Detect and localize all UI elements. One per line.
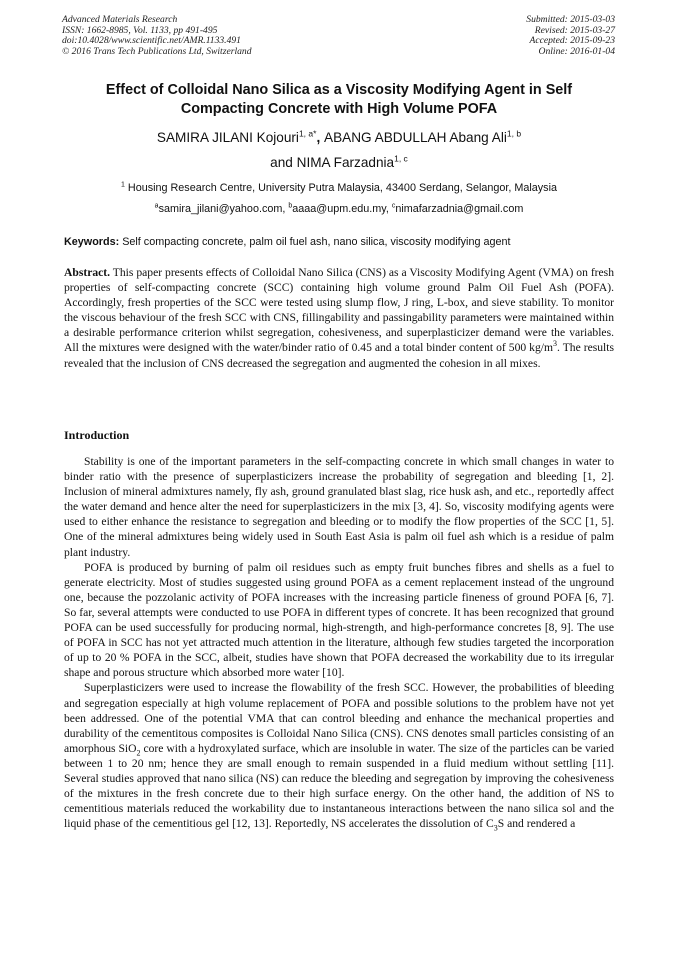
journal-copyright: © 2016 Trans Tech Publications Ltd, Switzerland (62, 45, 252, 57)
section-heading-introduction: Introduction (64, 428, 130, 442)
author-list (60, 125, 618, 175)
abstract-text-1: This paper presents effects of Colloidal Nano Silica (CNS) as a Viscosity Modifying Agent (VMA) on fresh properties of self-compacting concrete (SCC) containing high volume ground Palm Oil Fuel Ash (POFA). Accordingly, fresh properties of the SCC were tested using slump flow, J ring, L-box, and sieve stability. To monitor the viscous behaviour of the fresh SCC with CNS, fillingability and passingability parameters were maintained within a desirable performance criterion whilst segregation, cohesiveness, and superplasticizer demand were the variables. All the mixtures were designed with the water/binder ratio of 0.45 and a total binder content of 500 kg/m (64, 266, 614, 355)
date-submitted: Submitted: 2015-03-03 (526, 14, 615, 25)
journal-issn: ISSN: 1662-8985, Vol. 1133, pp 491-495 (62, 24, 218, 36)
email-line (60, 199, 618, 220)
author-2: ABANG ABDULLAH Abang Ali (324, 130, 507, 145)
author-separator: , (316, 130, 325, 145)
journal-info (62, 15, 252, 57)
abstract-label: Abstract. (64, 266, 111, 279)
journal-doi: doi:10.4028/www.scientific.net/AMR.1133.491 (62, 35, 241, 47)
affiliation-marker: 1 (120, 181, 125, 189)
intro-p3-text-1: Superplasticizers were used to increase the flowability of the fresh SCC. However, the probabilities of bleeding and segregation especially at high volume replacement of POFA and possible solutions to the problem have not yet been addressed. One of the potential VMA that can control bleeding and enhance the mechanical properties and durability of the cementitous composites is Colloidal Nano Silica (CNS). CNS denotes small particles consisting of an amorphous SiO (64, 681, 614, 755)
intro-paragraph-3 (64, 680, 614, 831)
intro-paragraph-1: Stability is one of the important parameters in the self-compacting concrete in which small changes in water to binder ratio with the presence of superplasticizers increase the probability of segregation and bleeding [1, 2]. Inclusion of mineral admixtures namely, fly ash, ground granulated blast slag, rice husk ash, and etc., reportedly affect the water demand and hence alter the need for superplasticizers in the mix [3, 4]. So, viscosity modifying agents were used to either enhance the resistance to segregation and bleeding or to modify the flow properties of the SCC [1, 5]. One of the mineral admixtures being widely used in South East Asia is palm oil fuel ash which is a residue of palm plant industry. (64, 455, 614, 559)
title-line-2: Compacting Concrete with High Volume POFA (180, 101, 498, 117)
abstract-superscript: 3 (553, 339, 558, 349)
email-b-marker: b (288, 202, 293, 210)
author-3-affil: 1, c (394, 153, 408, 164)
author-1: SAMIRA JILANI Kojouri (156, 130, 299, 145)
affiliation-block (60, 178, 618, 220)
author-line-2 (60, 150, 618, 175)
affiliation (60, 178, 618, 199)
author-1-affil: 1, a* (298, 128, 317, 139)
email-a-marker: a (154, 202, 159, 210)
journal-name: Advanced Materials Research (62, 14, 178, 25)
abstract-text-2: . The results revealed that the inclusion of CNS decreased the segregation and augmented the cohesion in all mixes. (64, 341, 615, 370)
submission-dates (526, 15, 615, 57)
author-3: NIMA Farzadnia (296, 155, 395, 170)
date-revised: Revised: 2015-03-27 (534, 24, 615, 36)
email-c: nimafarzadnia@gmail.com (395, 203, 524, 215)
intro-paragraph-2: POFA is produced by burning of palm oil residues such as empty fruit bunches fibres and shells as a fuel to generate electricity. Most of studies suggested using ground POFA as a cement replacement instead of the unground one, because the pozzolanic activity of POFA increases with the increasing particle fineness of ground POFA [6, 7]. So far, several attempts were conducted to use POFA in different types of concrete. It has been recognized that ground POFA can be used successfully for producing normal, high-strength, and high-performance concretes [8, 9]. The use of POFA in SCC has not yet attracted much attention in the literature, although few studies targeted the incorporation of up to 20 % POFA in the SCC, albeit, studies have shown that POFA decreased the workability due to its irregular shape and porous structure which absorbed more water [10]. (64, 560, 614, 680)
author-2-affil: 1, b (506, 128, 522, 139)
email-c-marker: c (391, 202, 396, 210)
date-accepted: Accepted: 2015-09-23 (529, 35, 615, 47)
introduction-body (64, 454, 614, 831)
intro-p3-subscript-1: 2 (136, 748, 141, 758)
keywords (64, 236, 624, 249)
date-online: Online: 2016-01-04 (538, 45, 615, 57)
keywords-text: Self compacting concrete, palm oil fuel ash, nano silica, viscosity modifying agent (119, 236, 511, 248)
abstract (64, 265, 614, 371)
affiliation-text: Housing Research Centre, University Putra Malaysia, 43400 Serdang, Selangor, Malaysia (124, 182, 557, 194)
keywords-label: Keywords: (64, 236, 120, 248)
email-a: samira_jilani@yahoo.com, (158, 203, 289, 215)
email-b: aaaa@upm.edu.my, (292, 203, 392, 215)
paper-title (60, 81, 618, 119)
author-3-prefix: and (270, 155, 297, 170)
intro-p3-text-2: core with a hydroxylated surface, which are insoluble in water. The size of the particles can be varied between 1 to 20 nm; hence they are small enough to remain suspended in a fluid medium without settling [11]. Several studies approved that nano silica (NS) can reduce the bleeding and segregation by improving the cohesiveness of the mixtures in the fresh concrete due to their high surface energy. On the other hand, the addition of NS to cementitious materials reduced the workability due to instantaneous interactions between the nano silica sol and the liquid phase of the cementitious gel [12, 13]. Reportedly, NS accelerates the dissolution of C (64, 741, 614, 831)
title-line-1: Effect of Colloidal Nano Silica as a Viscosity Modifying Agent in Self (105, 82, 573, 98)
intro-p3-subscript-2: 3 (493, 823, 498, 833)
intro-p3-text-3: S and rendered a (497, 817, 576, 831)
author-line-1 (60, 125, 618, 150)
